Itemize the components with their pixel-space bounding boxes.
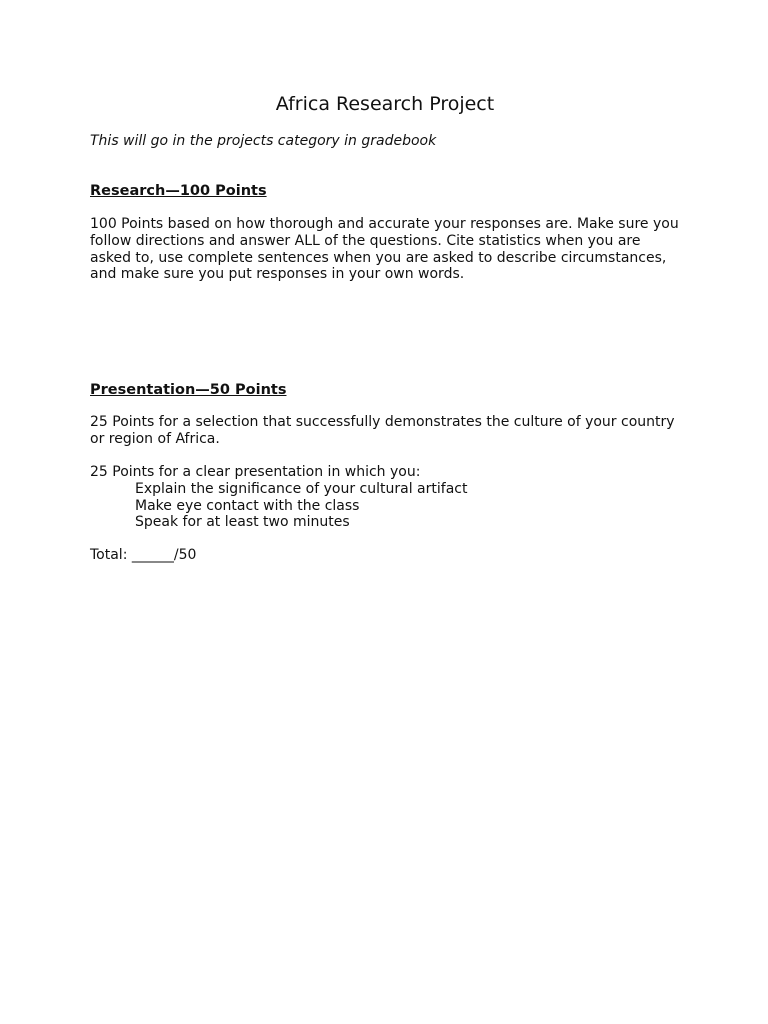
document-subtitle: This will go in the projects category in gradebook (90, 133, 437, 149)
list-item: Make eye contact with the class (135, 497, 360, 514)
research-heading: Research—100 Points (90, 183, 267, 199)
total-score-line: Total: ______/50 (90, 547, 197, 563)
presentation-heading: Presentation—50 Points (90, 382, 287, 398)
list-item: Explain the significance of your cultural artifact (135, 481, 468, 497)
research-description: 100 Points based on how thorough and accurate your responses are. Make sure you follow directions and answer ALL of the questions. Cite statistics when you are asked to, use complete sentences when you are asked to describe circumstances, and make sure you put responses in your own words. (90, 216, 679, 283)
presentation-criteria-intro: 25 Points for a clear presentation in which you: (90, 464, 421, 480)
list-item: Speak for at least two minutes (135, 514, 350, 531)
document-title: Africa Research Project (275, 93, 495, 115)
presentation-criteria-list (135, 481, 467, 531)
culture-criteria: 25 Points for a selection that successfully demonstrates the culture of your country or region of Africa. (90, 414, 675, 447)
